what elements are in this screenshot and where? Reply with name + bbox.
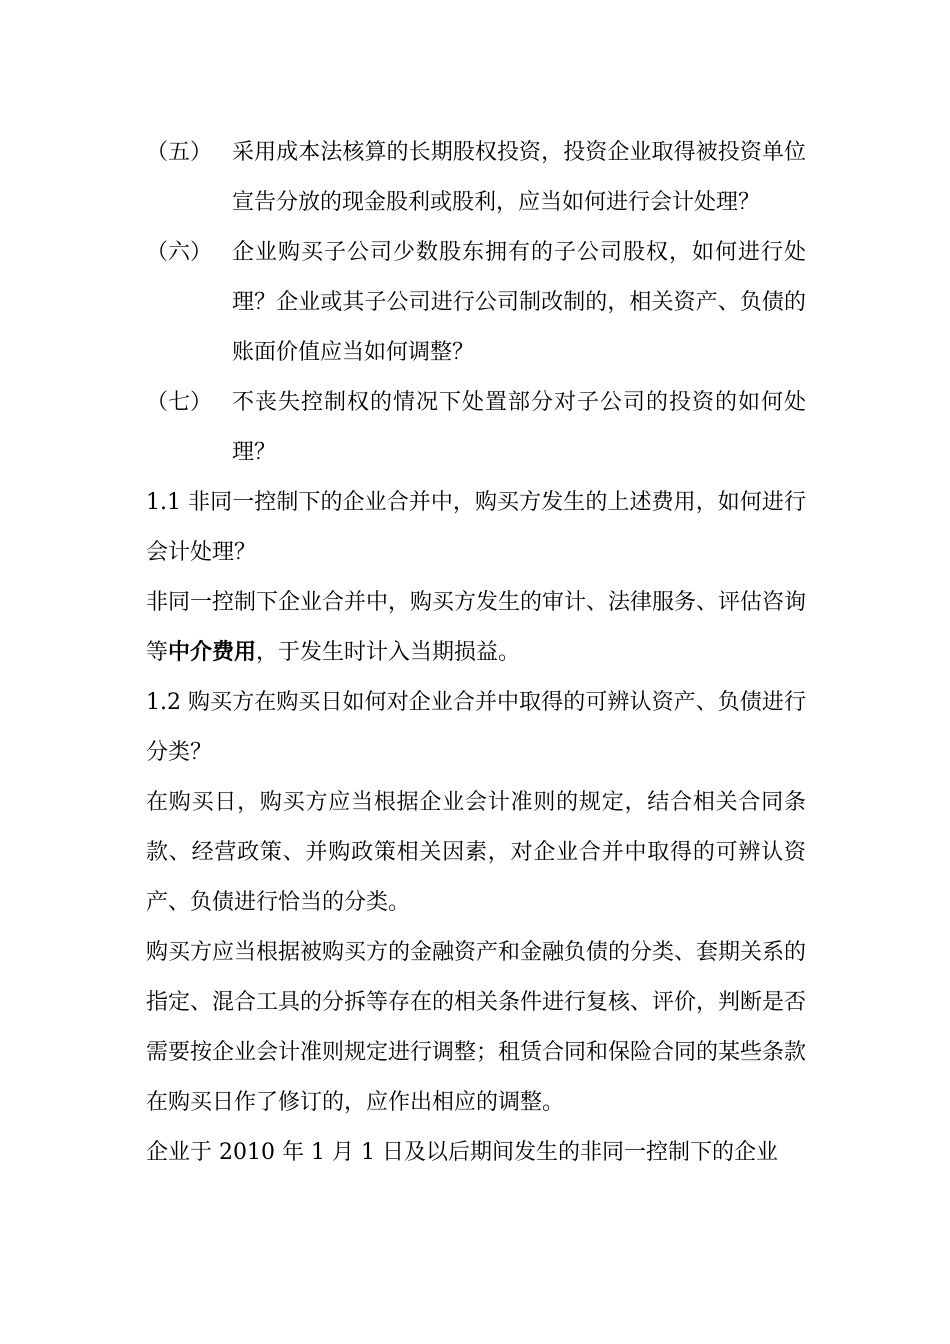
list-item-number: （五） <box>146 140 213 165</box>
list-item <box>146 128 806 228</box>
answer-text: 非同一控制下企业合并中，购买方发生的审计、法律服务、评估咨询等 <box>146 590 807 665</box>
list-item <box>146 228 806 378</box>
answer-text: ，于发生时计入当期损益。 <box>256 640 521 665</box>
highlighted-term: 中介费用 <box>168 640 257 665</box>
list-item-text: 企业购买子公司少数股东拥有的子公司股权，如何进行处理？企业或其子公司进行公司制改制的，相关资产、负债的账面价值应当如何调整？ <box>232 240 806 365</box>
answer-1-2-paragraph: 企业于 2010 年 1 月 1 日及以后期间发生的非同一控制下的企业 <box>146 1140 778 1165</box>
list-item-text: 不丧失控制权的情况下处置部分对子公司的投资的如何处理？ <box>232 390 806 465</box>
question-1-2: 1.2 购买方在购买日如何对企业合并中取得的可辨认资产、负债进行分类？ <box>146 690 806 765</box>
list-item-number: （七） <box>146 390 213 415</box>
question-1-1: 1.1 非同一控制下的企业合并中，购买方发生的上述费用，如何进行会计处理？ <box>146 490 806 565</box>
list-item-text: 采用成本法核算的长期股权投资，投资企业取得被投资单位宣告分放的现金股利或股利，应当如何进行会计处理？ <box>232 140 806 215</box>
answer-1-2-paragraph: 购买方应当根据被购买方的金融资产和金融负债的分类、套期关系的指定、混合工具的分拆等存在的相关条件进行复核、评价，判断是否需要按企业会计准则规定进行调整；租赁合同和保险合同的某些条款在购买日作了修订的，应作出相应的调整。 <box>146 940 807 1115</box>
list-item <box>146 378 806 478</box>
answer-1-1 <box>146 578 806 678</box>
document-body <box>146 128 806 1178</box>
list-item-number: （六） <box>146 240 213 265</box>
answer-1-2-paragraph: 在购买日，购买方应当根据企业会计准则的规定，结合相关合同条款、经营政策、并购政策相关因素，对企业合并中取得的可辨认资产、负债进行恰当的分类。 <box>146 790 806 915</box>
